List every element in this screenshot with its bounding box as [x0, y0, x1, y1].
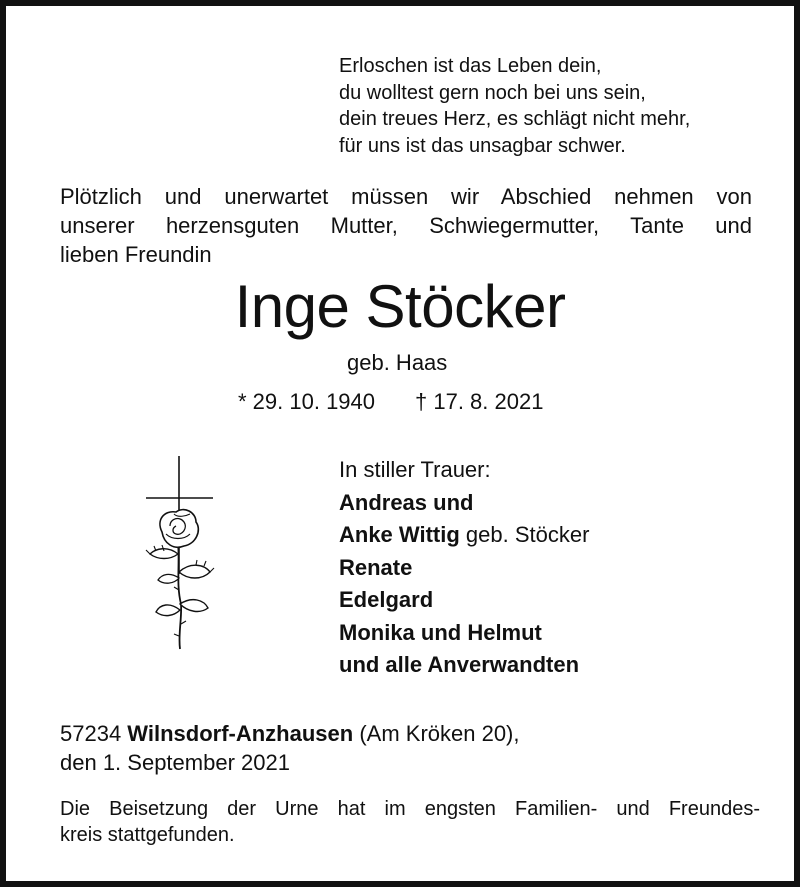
death-date: † 17. 8. 2021 [415, 389, 544, 414]
address-block [60, 719, 520, 777]
address-line [60, 719, 520, 748]
announcement-text [60, 182, 752, 269]
cross-with-rose-icon [134, 454, 224, 654]
mourner: Andreas und [339, 489, 474, 515]
poem [339, 53, 690, 159]
mourner: und alle Anverwandten [339, 652, 580, 677]
burial-line: kreis stattgefunden. [60, 824, 235, 846]
birth-date: * 29. 10. 1940 [238, 389, 376, 414]
mourner [339, 519, 589, 552]
burial-line: Die Beisetzung der Urne hat im engsten Familien- und Freundes- [60, 798, 760, 820]
poem-line: Erloschen ist das Leben dein, [339, 55, 602, 77]
mourner-name: Anke Wittig [339, 522, 460, 547]
mourner-maiden-name: geb. Stöcker [459, 522, 590, 547]
maiden-name: geb. Haas [347, 350, 448, 375]
life-dates [238, 388, 543, 416]
announcement-line: lieben Freundin [60, 242, 212, 267]
town: Wilnsdorf-Anzhausen [127, 721, 354, 746]
deceased-name: Inge Stöcker [234, 273, 566, 340]
poem-line: dein treues Herz, es schlägt nicht mehr, [339, 108, 691, 130]
mourner: Renate [339, 554, 413, 580]
notice-date: den 1. September 2021 [60, 750, 290, 775]
poem-line: für uns ist das unsagbar schwer. [339, 134, 626, 157]
poem-line: du wolltest gern noch bei uns sein, [339, 81, 646, 104]
mourner: Monika und Helmut [339, 619, 542, 645]
announcement-line: unserer herzensguten Mutter, Schwiegermutter, Tante und [60, 213, 752, 238]
mourner: Edelgard [339, 587, 434, 612]
mourning-heading: In stiller Trauer: [339, 457, 491, 482]
announcement-line: Plötzlich und unerwartet müssen wir Abschied nehmen von [60, 184, 752, 209]
postcode: 57234 [60, 721, 128, 746]
street: (Am Kröken 20), [353, 721, 520, 746]
mourners-list [339, 454, 589, 682]
burial-note [60, 796, 760, 848]
